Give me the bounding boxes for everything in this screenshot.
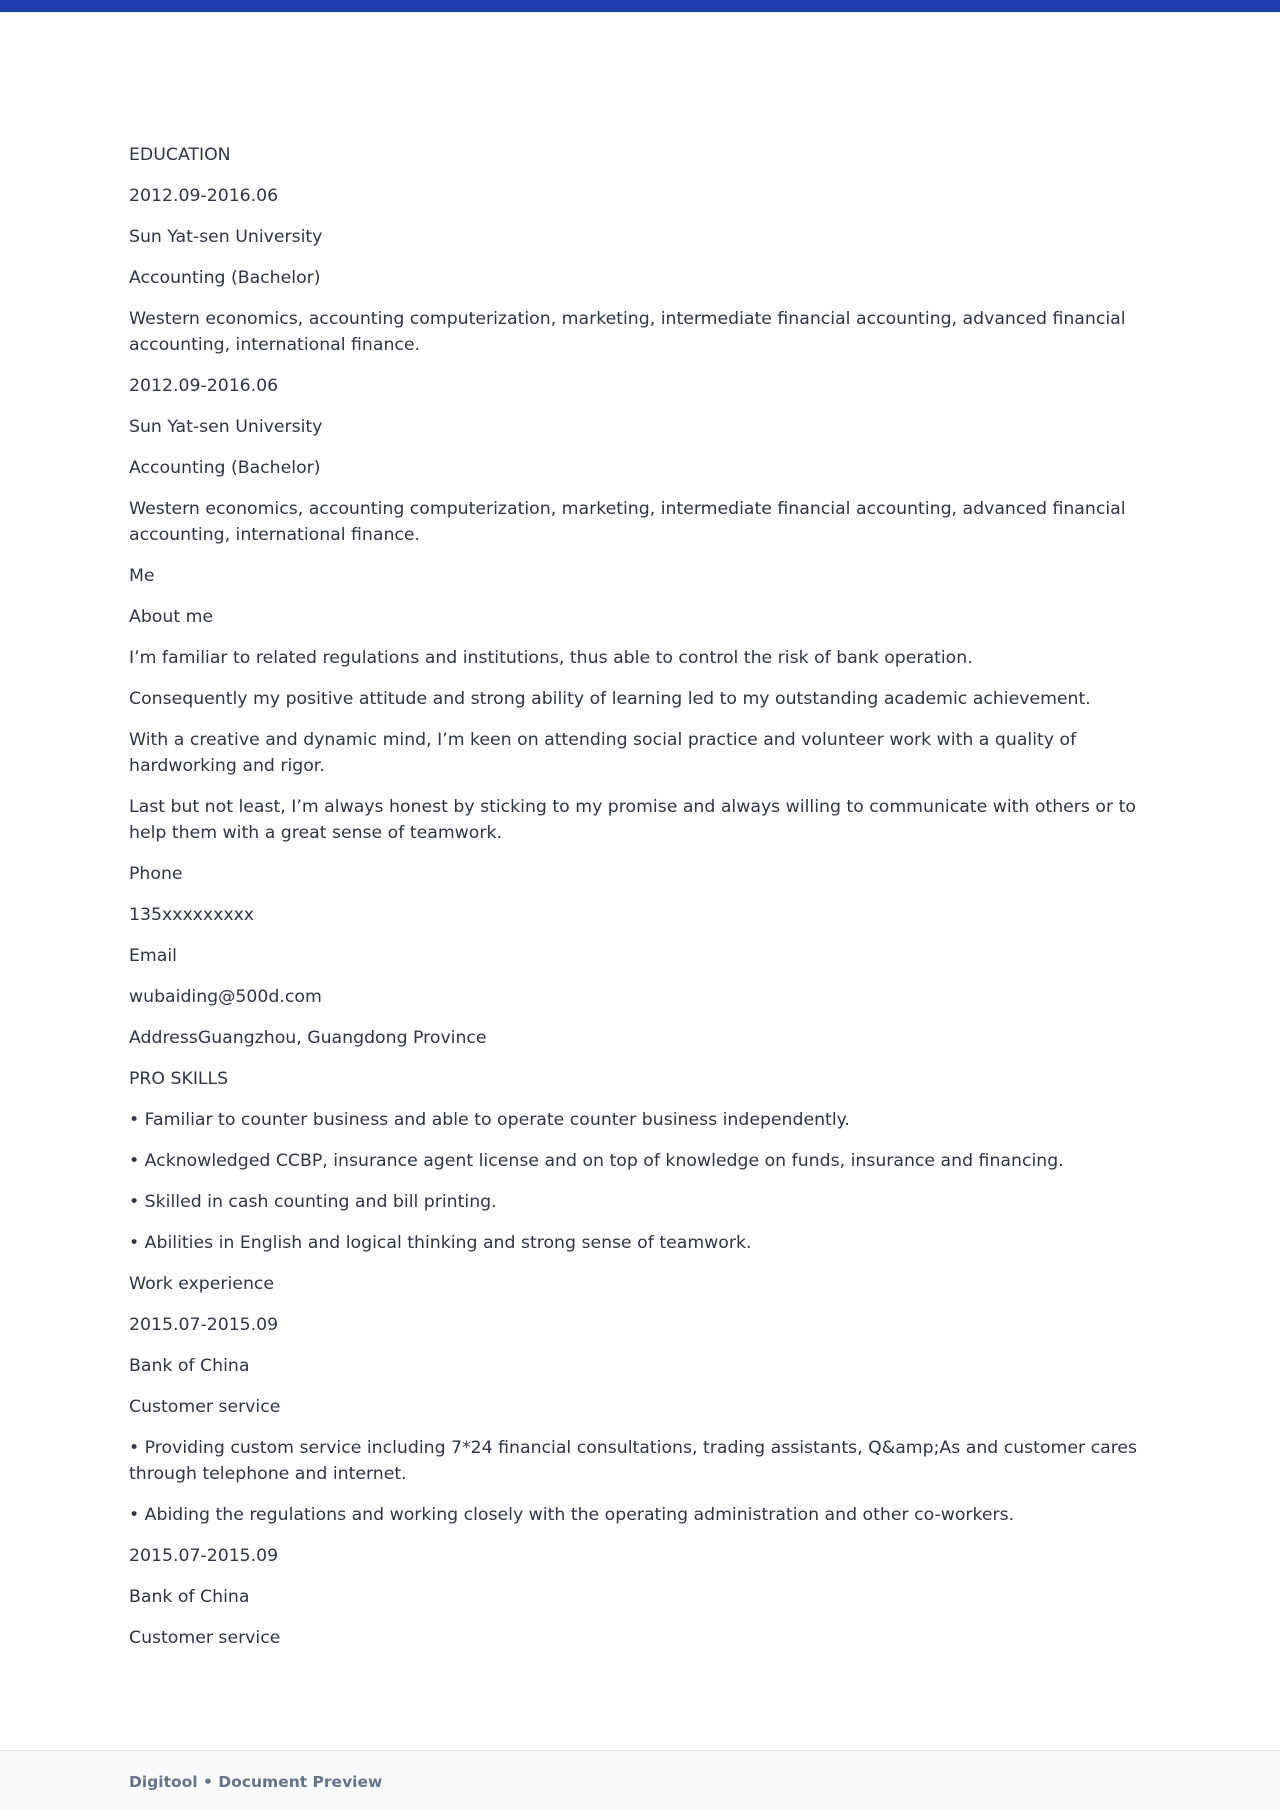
about-me-paragraph-3: With a creative and dynamic mind, I’m keen on attending social practice and volunteer work with a quality of hardworking and rigor. xyxy=(129,730,1077,776)
work-date-1: 2015.07-2015.09 xyxy=(129,1315,279,1335)
work-company-2: Bank of China xyxy=(129,1587,250,1607)
work-duty-2: • Abiding the regulations and working closely with the operating administration and other co-workers. xyxy=(129,1505,1015,1525)
about-me-paragraph-4: Last but not least, I’m always honest by sticking to my promise and always willing to communicate with others or to help them with a great sense of teamwork. xyxy=(129,797,1136,843)
section-heading-work-experience: Work experience xyxy=(129,1274,275,1294)
work-role-1: Customer service xyxy=(129,1397,281,1417)
education-courses-2: Western economics, accounting computerization, marketing, intermediate financial accounting, advanced financial accounting, international finance. xyxy=(129,499,1126,545)
education-school-1: Sun Yat-sen University xyxy=(129,227,323,247)
skill-item-2: • Acknowledged CCBP, insurance agent license and on top of knowledge on funds, insurance and financing. xyxy=(129,1151,1064,1171)
section-heading-pro-skills: PRO SKILLS xyxy=(129,1069,229,1089)
education-courses-1: Western economics, accounting computerization, marketing, intermediate financial accounting, advanced financial accounting, international finance. xyxy=(129,309,1126,355)
education-date-1: 2012.09-2016.06 xyxy=(129,186,279,206)
education-degree-2: Accounting (Bachelor) xyxy=(129,458,321,478)
work-company-1: Bank of China xyxy=(129,1356,250,1376)
skill-item-4: • Abilities in English and logical thinking and strong sense of teamwork. xyxy=(129,1233,752,1253)
section-heading-me: Me xyxy=(129,566,155,586)
education-degree-1: Accounting (Bachelor) xyxy=(129,268,321,288)
work-duty-1: • Providing custom service including 7*24 financial consultations, trading assistants, Q&amp;As and customer cares through telephone and internet. xyxy=(129,1438,1138,1484)
email-label: Email xyxy=(129,946,177,966)
skill-item-3: • Skilled in cash counting and bill printing. xyxy=(129,1192,497,1212)
preview-footer xyxy=(0,1750,1280,1810)
education-school-2: Sun Yat-sen University xyxy=(129,417,323,437)
address-line: AddressGuangzhou, Guangdong Province xyxy=(129,1028,487,1048)
work-date-2: 2015.07-2015.09 xyxy=(129,1546,279,1566)
about-me-paragraph-1: I’m familiar to related regulations and institutions, thus able to control the risk of bank operation. xyxy=(129,648,973,668)
work-role-2: Customer service xyxy=(129,1628,281,1648)
phone-label: Phone xyxy=(129,864,183,884)
section-heading-education: EDUCATION xyxy=(129,145,231,165)
email-value: wubaiding@500d.com xyxy=(129,987,322,1007)
top-accent-bar xyxy=(0,0,1280,12)
section-heading-about-me: About me xyxy=(129,607,214,627)
footer-caption: Digitool • Document Preview xyxy=(129,1773,383,1791)
phone-value: 135xxxxxxxxx xyxy=(129,905,255,925)
skill-item-1: • Familiar to counter business and able to operate counter business independently. xyxy=(129,1110,850,1130)
about-me-paragraph-2: Consequently my positive attitude and strong ability of learning led to my outstanding academic achievement. xyxy=(129,689,1091,709)
education-date-2: 2012.09-2016.06 xyxy=(129,376,279,396)
document-body xyxy=(129,142,1149,1666)
